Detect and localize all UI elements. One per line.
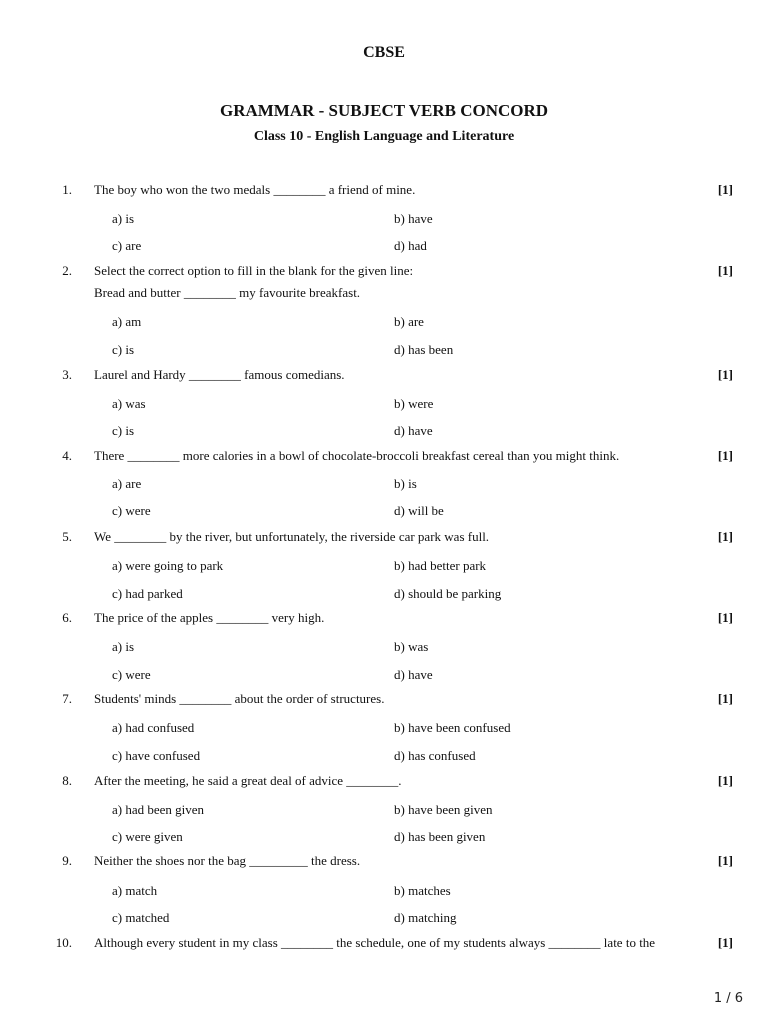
option-c: c) have confused — [112, 748, 201, 763]
question-number: 7. — [62, 691, 72, 706]
question-text: Students' minds ________ about the order of structures. — [94, 691, 385, 706]
question-text: Neither the shoes nor the bag _________ the dress. — [94, 853, 361, 868]
option-b: b) had better park — [394, 558, 487, 573]
option-c: c) were — [112, 667, 151, 682]
option-b: b) is — [394, 476, 417, 491]
option-d: d) have — [394, 423, 433, 438]
question-text: Laurel and Hardy ________ famous comedians. — [94, 367, 345, 382]
board-heading: CBSE — [363, 44, 405, 61]
question-marks: [1] — [717, 935, 733, 950]
question-number: 2. — [62, 263, 72, 278]
option-d: d) has been given — [394, 829, 486, 844]
question-number: 9. — [62, 853, 72, 868]
option-c: c) are — [112, 238, 142, 253]
question-marks: [1] — [717, 263, 733, 278]
option-d: d) had — [394, 238, 427, 253]
option-a: a) is — [112, 211, 135, 226]
option-b: b) are — [394, 314, 424, 329]
option-b: b) was — [394, 639, 429, 654]
question-number: 1. — [62, 182, 72, 197]
option-a: a) had confused — [112, 720, 195, 735]
option-b: b) have been confused — [394, 720, 511, 735]
page-number: 1 / 6 — [713, 991, 743, 1006]
worksheet-title: GRAMMAR - SUBJECT VERB CONCORD — [219, 101, 549, 120]
question-text: After the meeting, he said a great deal of advice ________. — [94, 773, 402, 788]
option-a: a) is — [112, 639, 135, 654]
option-b: b) matches — [394, 883, 451, 898]
question-marks: [1] — [717, 691, 733, 706]
question-marks: [1] — [717, 773, 733, 788]
option-c: c) were given — [112, 829, 183, 844]
question-text: The price of the apples ________ very high. — [94, 610, 325, 625]
option-d: d) has confused — [394, 748, 476, 763]
option-b: b) have — [394, 211, 433, 226]
question-text: We ________ by the river, but unfortunately, the riverside car park was full. — [94, 529, 490, 544]
option-d: d) should be parking — [394, 586, 502, 601]
question-text-line-2: Bread and butter ________ my favourite breakfast. — [94, 285, 361, 300]
question-text: The boy who won the two medals ________ a friend of mine. — [94, 182, 416, 197]
option-d: d) will be — [394, 503, 444, 518]
option-c: c) is — [112, 423, 135, 438]
question-marks: [1] — [717, 367, 733, 382]
question-text: Select the correct option to fill in the blank for the given line: — [94, 263, 414, 278]
option-a: a) are — [112, 476, 142, 491]
option-d: d) matching — [394, 910, 457, 925]
option-b: b) were — [394, 396, 434, 411]
option-d: d) has been — [394, 342, 454, 357]
question-number: 3. — [62, 367, 72, 382]
question-text: There ________ more calories in a bowl of chocolate-broccoli breakfast cereal than you might think. — [94, 448, 620, 463]
worksheet-subtitle: Class 10 - English Language and Literature — [253, 129, 515, 144]
option-c: c) were — [112, 503, 151, 518]
option-a: a) were going to park — [112, 558, 224, 573]
option-b: b) have been given — [394, 802, 493, 817]
question-marks: [1] — [717, 610, 733, 625]
option-c: c) matched — [112, 910, 170, 925]
question-number: 10. — [55, 935, 72, 950]
question-number: 4. — [62, 448, 72, 463]
question-number: 8. — [62, 773, 72, 788]
option-c: c) had parked — [112, 586, 183, 601]
option-a: a) match — [112, 883, 158, 898]
question-marks: [1] — [717, 529, 733, 544]
option-c: c) is — [112, 342, 135, 357]
question-number: 6. — [62, 610, 72, 625]
option-a: a) was — [112, 396, 146, 411]
option-a: a) had been given — [112, 802, 205, 817]
question-text: Although every student in my class ________ the schedule, one of my students always ________ late to the — [94, 935, 656, 950]
question-marks: [1] — [717, 853, 733, 868]
option-a: a) am — [112, 314, 142, 329]
question-marks: [1] — [717, 448, 733, 463]
question-number: 5. — [62, 529, 72, 544]
question-marks: [1] — [717, 182, 733, 197]
option-d: d) have — [394, 667, 433, 682]
